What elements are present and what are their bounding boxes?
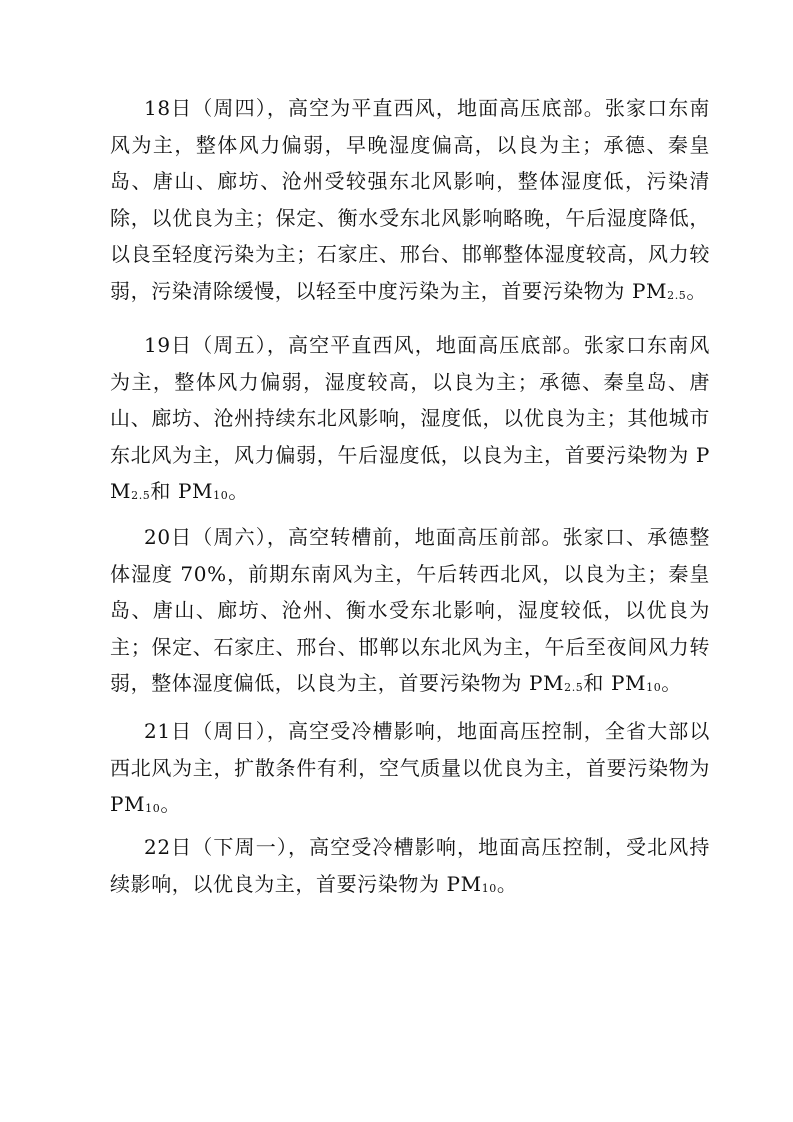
pollutant-subscript: 2.5 bbox=[131, 489, 151, 503]
forecast-paragraph-day-19 bbox=[110, 327, 710, 510]
paragraph-text: 18日（周四），高空为平直西风，地面高压底部。张家口东南风为主，整体风力偏弱，早晚湿度偏高，以良为主；承德、秦皇岛、唐山、廊坊、沧州受较强东北风影响，整体湿度低，污染清除，以优良为主；保定、衡水受东北风影响略晚，午后湿度降低，以良至轻度污染为主；石家庄、邢台、邯郸整体湿度较高，风力较弱，污染清除缓慢，以轻至中度污染为主，首要污染物为 PM bbox=[110, 96, 710, 303]
paragraph-tail: 和 PM bbox=[150, 479, 214, 504]
pollutant-subscript-secondary: 10 bbox=[213, 489, 229, 503]
paragraph-tail: 。 bbox=[160, 792, 181, 817]
paragraph-text: 19日（周五），高空平直西风，地面高压底部。张家口东南风为主，整体风力偏弱，湿度较高，以良为主；承德、秦皇岛、唐山、廊坊、沧州持续东北风影响，湿度低，以优良为主；其他城市东北风为主，风力偏弱，午后湿度低，以良为主，首要污染物为 PM bbox=[110, 333, 710, 504]
pollutant-subscript: 10 bbox=[145, 802, 161, 816]
pollutant-subscript: 10 bbox=[481, 881, 497, 895]
forecast-paragraph-day-18 bbox=[110, 90, 710, 310]
forecast-paragraph-day-22 bbox=[110, 829, 710, 902]
paragraph-tail: 。 bbox=[686, 278, 707, 303]
paragraph-tail: 和 PM bbox=[583, 671, 647, 696]
paragraph-end: 。 bbox=[228, 479, 249, 504]
pollutant-subscript-secondary: 10 bbox=[646, 681, 662, 695]
paragraph-text: 22日（下周一），高空受冷槽影响，地面高压控制，受北风持续影响，以优良为主，首要污染物为 PM bbox=[110, 835, 710, 896]
forecast-paragraph-day-21 bbox=[110, 713, 710, 823]
forecast-paragraph-day-20 bbox=[110, 519, 710, 702]
paragraph-tail: 。 bbox=[496, 871, 518, 896]
paragraph-text: 21日（周日），高空受冷槽影响，地面高压控制，全省大部以西北风为主，扩散条件有利，空气质量以优良为主，首要污染物为 PM bbox=[110, 719, 710, 817]
pollutant-subscript: 2.5 bbox=[564, 681, 584, 695]
paragraph-text: 20日（周六），高空转槽前，地面高压前部。张家口、承德整体湿度 70%，前期东南风为主，午后转西北风，以良为主；秦皇岛、唐山、廊坊、沧州、衡水受东北影响，湿度较低，以优良为主；保定、石家庄、邢台、邯郸以东北风为主，午后至夜间风力转弱，整体湿度偏低，以良为主，首要污染物为 PM bbox=[110, 525, 710, 696]
paragraph-end: 。 bbox=[661, 671, 682, 696]
pollutant-subscript: 2.5 bbox=[667, 288, 687, 302]
